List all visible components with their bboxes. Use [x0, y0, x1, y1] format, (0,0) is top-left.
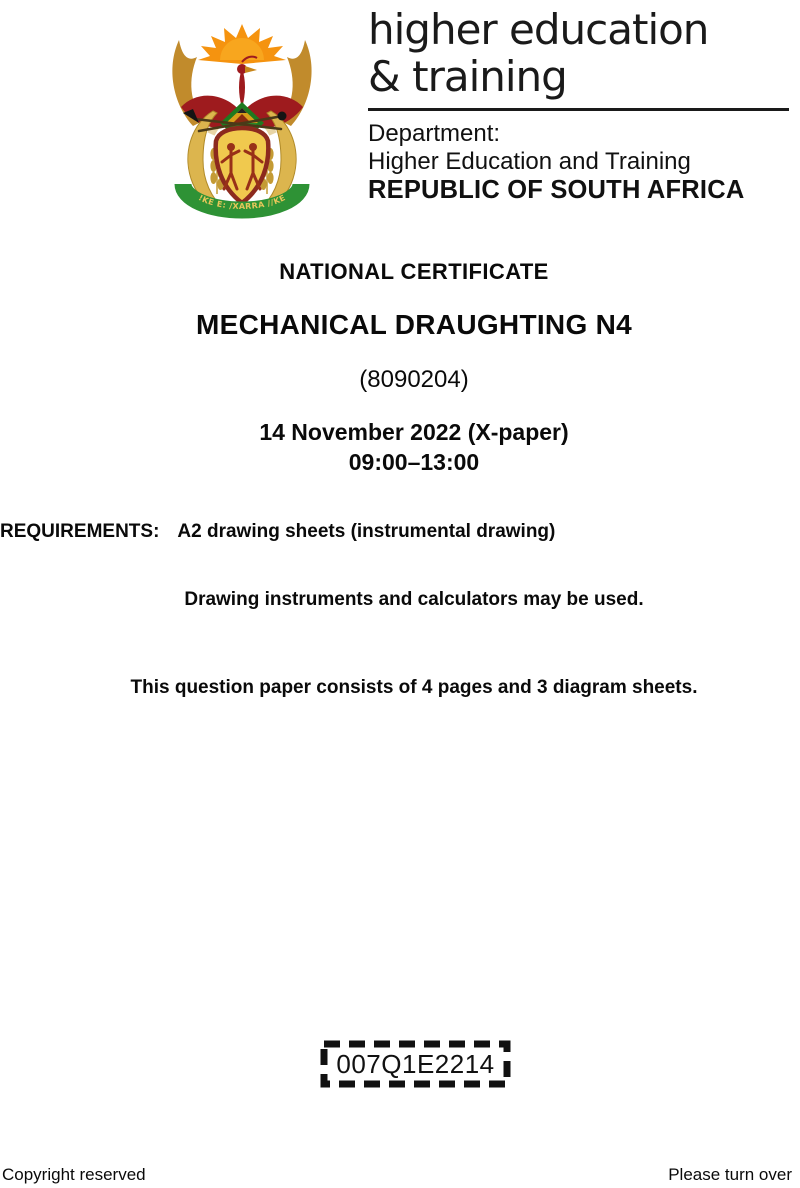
note-composition: This question paper consists of 4 pages and 3 diagram sheets.: [130, 677, 698, 698]
wordmark-line1: higher education: [368, 5, 709, 54]
note-instruments: Drawing instruments and calculators may be used.: [184, 589, 644, 610]
footer-turn-over: Please turn over: [668, 1165, 792, 1184]
wordmark-line2: & training: [368, 52, 567, 101]
country-name: REPUBLIC OF SOUTH AFRICA: [368, 176, 745, 204]
paper-code-value: 007Q1E2214: [336, 1048, 495, 1079]
certificate-title: NATIONAL CERTIFICATE: [279, 259, 549, 284]
requirements-value: A2 drawing sheets (instrumental drawing): [177, 521, 556, 542]
paper-code-box: [320, 1040, 511, 1088]
department-name: Higher Education and Training: [368, 148, 691, 175]
exam-date: 14 November 2022 (X-paper): [259, 419, 569, 445]
department-label: Department:: [368, 120, 501, 147]
secretary-bird-icon: [237, 57, 257, 108]
requirements-label: REQUIREMENTS:: [0, 521, 160, 542]
footer-copyright: Copyright reserved: [2, 1165, 146, 1184]
motto-text: !KE E: /XARRA //KE: [196, 193, 288, 211]
shield-icon: [216, 128, 269, 203]
department-wordmark: [368, 6, 792, 204]
paper-code: (8090204): [359, 366, 469, 393]
requirements-line: [0, 521, 555, 543]
header-rule: [368, 108, 789, 111]
coat-of-arms: [153, 16, 331, 221]
subject-title: MECHANICAL DRAUGHTING N4: [195, 309, 633, 340]
sun-icon: [198, 24, 286, 64]
exam-time: 09:00–13:00: [348, 449, 480, 475]
